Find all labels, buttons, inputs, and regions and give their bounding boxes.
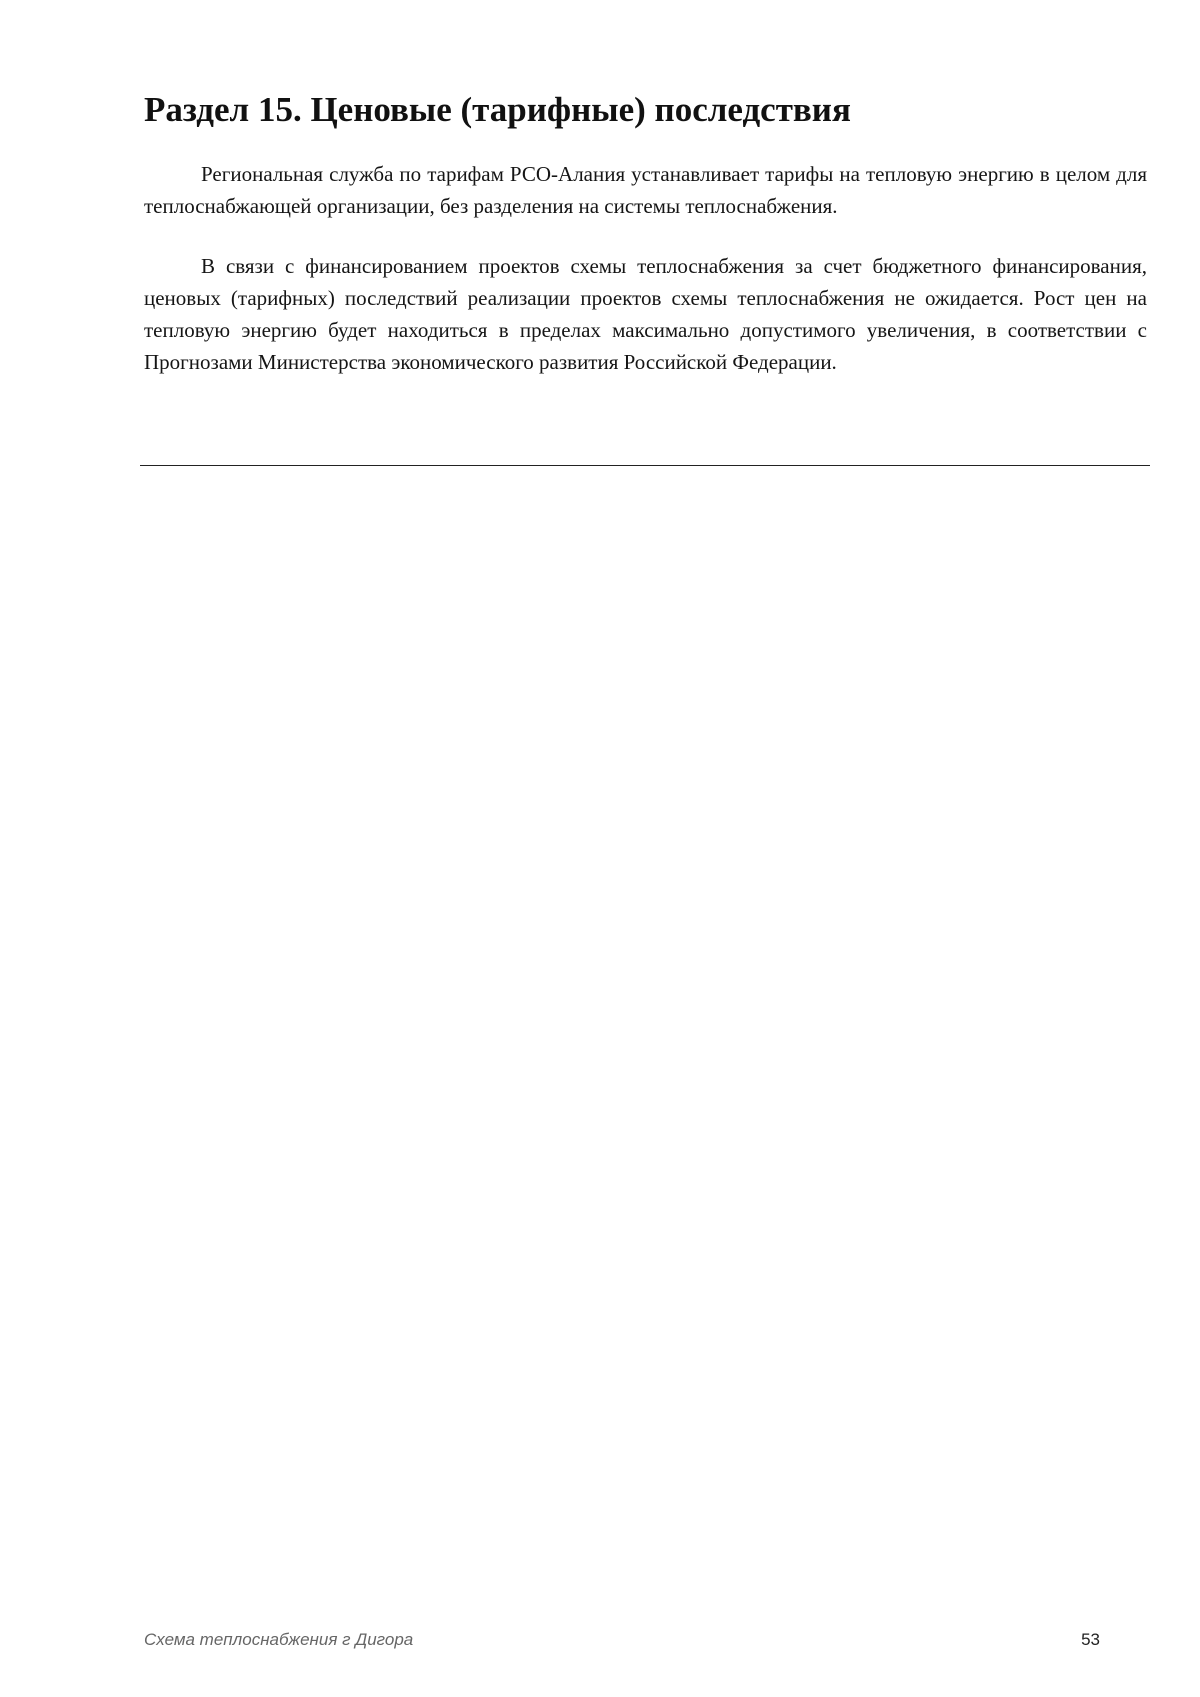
- section-divider: [140, 465, 1150, 466]
- page-number: 53: [1081, 1630, 1100, 1649]
- paragraph-tariffs: Региональная служба по тарифам РСО-Алания устанавливает тарифы на тепловую энергию в целом для теплоснабжающей организации, без разделения на системы теплоснабжения.: [144, 162, 1147, 218]
- footer-document-title: Схема теплоснабжения г Дигора: [144, 1630, 414, 1649]
- paragraph-financing: В связи с финансированием проектов схемы теплоснабжения за счет бюджетного финансирования, ценовых (тарифных) последствий реализации проектов схемы теплоснабжения не ожидается. Рост цен на тепловую энергию будет находиться в пределах максимально допустимого увеличения, в соответствии с Прогнозами Министерства экономического развития Российской Федерации.: [144, 254, 1147, 374]
- section-heading: Раздел 15. Ценовые (тарифные) последствия: [144, 90, 851, 129]
